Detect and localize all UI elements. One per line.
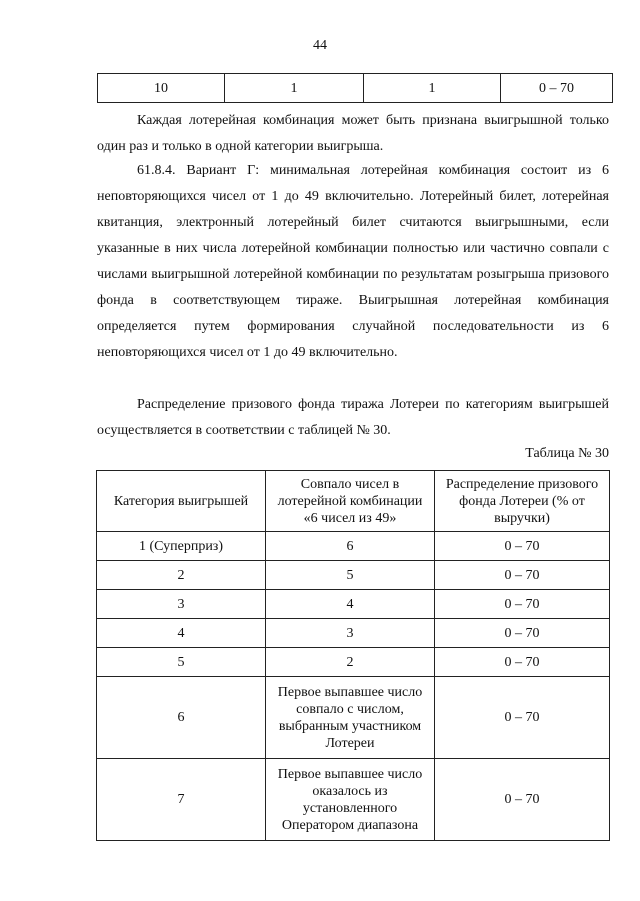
table-row <box>97 590 610 619</box>
table-caption: Таблица № 30 <box>525 446 609 461</box>
table-row <box>97 759 610 841</box>
paragraph-single-win: Каждая лотерейная комбинация может быть признана выигрышной только один раз и только в одной категории выигрыша. <box>97 113 609 154</box>
table-cell-category: 3 <box>97 590 266 619</box>
table-row <box>97 648 610 677</box>
table-cell-share: 0 – 70 <box>435 759 610 841</box>
continued-table <box>97 73 613 103</box>
table-row <box>97 532 610 561</box>
table-cell-matched: 6 <box>266 532 435 561</box>
table-row <box>97 619 610 648</box>
table-cell-category: 5 <box>97 648 266 677</box>
table-row <box>97 677 610 759</box>
table-cell: 0 – 70 <box>501 74 613 103</box>
table-cell-share: 0 – 70 <box>435 619 610 648</box>
table-row <box>97 561 610 590</box>
table-cell-share: 0 – 70 <box>435 677 610 759</box>
table-cell: 1 <box>364 74 501 103</box>
table-cell-category: 6 <box>97 677 266 759</box>
table-cell-matched: 2 <box>266 648 435 677</box>
table-cell-share: 0 – 70 <box>435 532 610 561</box>
table-cell-matched: 5 <box>266 561 435 590</box>
table-cell-matched: 4 <box>266 590 435 619</box>
table-cell-share: 0 – 70 <box>435 590 610 619</box>
table-cell-matched: Первое выпавшее число совпало с числом, выбранным участником Лотереи <box>266 677 435 759</box>
table-cell-category: 4 <box>97 619 266 648</box>
table-cell-matched: 3 <box>266 619 435 648</box>
table-row <box>98 74 613 103</box>
table-cell: 10 <box>98 74 225 103</box>
header-category: Категория выигрышей <box>97 471 266 532</box>
prize-distribution-table <box>96 470 610 841</box>
table-cell-category: 1 (Суперприз) <box>97 532 266 561</box>
table-cell-share: 0 – 70 <box>435 561 610 590</box>
table-header-row <box>97 471 610 532</box>
table-cell-category: 7 <box>97 759 266 841</box>
table-cell: 1 <box>225 74 364 103</box>
table-cell-share: 0 – 70 <box>435 648 610 677</box>
header-matched-numbers: Совпало чисел в лотерейной комбинации «6 чисел из 49» <box>266 471 435 532</box>
table-cell-category: 2 <box>97 561 266 590</box>
paragraph-variant-g: 61.8.4. Вариант Г: минимальная лотерейная комбинация состоит из 6 неповторяющихся чисел от 1 до 49 включительно. Лотерейный билет, лотерейная квитанция, электронный лотерейный билет считаются выигрышными, если указанные в них числа лотерейной комбинации полностью или частично совпали с числами выигрышной лотерейной комбинации по результатам розыгрыша призового фонда в соответствующем тираже. Выигрышная лотерейная комбинация определяется путем формирования случайной последовательности из 6 неповторяющихся чисел от 1 до 49 включительно. <box>97 163 609 360</box>
paragraph-prize-distribution: Распределение призового фонда тиража Лотереи по категориям выигрышей осуществляется в соответствии с таблицей № 30. <box>97 397 609 438</box>
header-prize-share: Распределение призового фонда Лотереи (% от выручки) <box>435 471 610 532</box>
page-number: 44 <box>313 38 327 53</box>
table-cell-matched: Первое выпавшее число оказалось из установленного Оператором диапазона <box>266 759 435 841</box>
